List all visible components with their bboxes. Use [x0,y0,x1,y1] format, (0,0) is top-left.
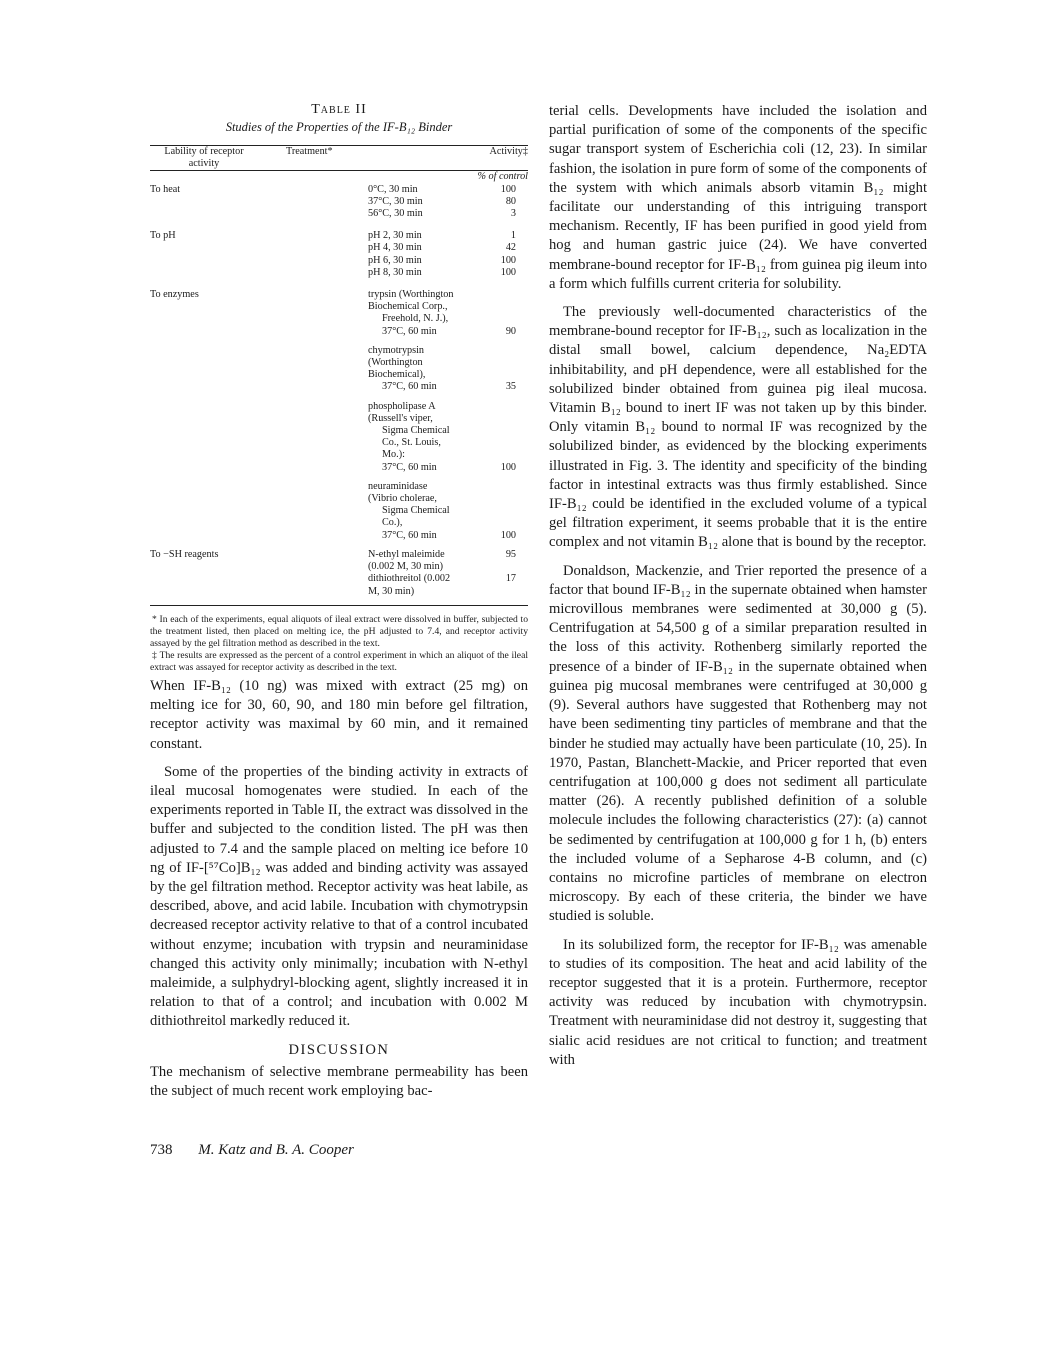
activity-cell: 3 [510,208,516,220]
activity-cell: 100 [500,529,516,541]
footnote-star: * In each of the experiments, equal aliquots of ileal extract were dissolved in buffer, subjected to the treatment listed, then placed on melting ice, the pH adjusted to 7.4, and receptor activity assayed by the gel filtration method as described in the text. [150,613,528,649]
units-label: % of control [477,171,528,183]
properties-table-body [150,171,528,604]
paragraph: Donaldson, Mackenzie, and Trier reported the presence of a factor that bound IF-B₁₂ in the supernate obtained when hamster microvillous membranes were sedimented at 30,000 g (5). Centrifugation at 54,500 g of a similar preparation resulted in the loss of this activity. Rothenberg similarly reported the presence of a binder of IF-B₁₂ in the supernate obtained when guinea pig mucosal membranes were centrifuged at 30,000 g (9). Several authors have suggested that Rothenberg may not have been sedimenting tiny particles of membrane and that the binder he studied may actually have been particulate (10, 25). In 1970, Pastan, Blanchett-Mackie, and Pricer reported that even centrifugation at 100,000 g does not sediment all particulate matter (26). A recently published definition of a soluble molecule includes the following characteristics (27): (a) cannot be sedimented by centrifugation at 100,000 g for 1 h, (b) enters the included volume of a Sepharose 4-B column, and (c) contains no microfine particles of membrane on electron microscopy. By each of these criteria, the binder we have studied is soluble. [549,562,927,925]
treatment-cell: neuraminidase (Vibrio cholerae, [368,480,437,505]
left-body-text [150,677,528,1101]
running-authors: M. Katz and B. A. Cooper [198,1142,354,1158]
table-row [150,505,528,529]
table-row [150,289,528,313]
table-row [150,196,528,208]
treatment-cell: 37°C, 60 min [382,381,437,393]
activity-cell: 100 [500,266,516,278]
table-row [150,549,528,573]
table-row [150,462,528,474]
table-header-row [150,146,528,170]
table-row [150,267,528,279]
properties-table [150,146,528,170]
table-row [150,381,528,393]
table-row [150,481,528,505]
treatment-cell: 56°C, 30 min [368,208,423,220]
group-label-enzymes: To enzymes [150,289,199,301]
activity-cell: 100 [500,183,516,195]
paragraph: When IF-B₁₂ (10 ng) was mixed with extract (25 mg) on melting ice for 30, 60, 90, and 180 min before gel filtration, receptor activity was maximal by 60 min, and it remained constant. [150,678,528,752]
header-treatment: Treatment* [286,146,333,158]
table-row [150,425,528,462]
page-number: 738 [150,1142,173,1158]
treatment-cell: 37°C, 60 min [382,461,437,473]
treatment-cell: pH 2, 30 min [368,230,422,242]
units-row [150,171,528,183]
page-footer [150,1142,354,1159]
left-column [150,102,528,674]
header-activity: Activity‡ [489,146,528,158]
section-heading: DISCUSSION [288,1041,390,1058]
activity-cell: 100 [500,461,516,473]
table-row [150,208,528,220]
table-row [150,230,528,242]
paragraph: Some of the properties of the binding activity in extracts of ileal mucosal homogenates were studied. In each of the experiments reported in Table II, the extract was dissolved in the buffer and subjected to the condition listed. The pH was then adjusted to 7.4 and the sample placed on melting ice before 10 ng of IF-[⁵⁷Co]B₁₂ was added and binding activity was assayed by the gel filtration method. Receptor activity was heat labile, as described, above, and acid labile. Incubation with chymotrypsin decreased receptor activity relative to that of a control incubated without enzyme; incubation with trypsin and neuraminidase changed this activity only minimally; incubation with N-ethyl maleimide, a sulphydryl-blocking agent, slightly increased it in relation to that of a control; and incubation with 0.002 M dithiothreitol markedly reduced it. [150,763,528,1030]
table-row [150,242,528,254]
table-row [150,184,528,196]
right-column [549,102,927,1070]
activity-cell: 35 [505,381,516,393]
treatment-cell: pH 6, 30 min [368,254,422,266]
treatment-cell: phospholipase A (Russell's viper, [368,400,436,424]
treatment-cell: chymotrypsin (Worthington Biochemical), [368,344,426,381]
treatment-cell: 37°C, 60 min [382,325,437,337]
paragraph: The mechanism of selective membrane permeability has been the subject of much recent work employing bac- [150,1063,528,1099]
table-row [150,255,528,267]
activity-cell: 1 [510,230,516,242]
treatment-cell: pH 4, 30 min [368,242,422,254]
table-row [150,326,528,338]
activity-cell: 42 [505,242,516,254]
activity-cell: 80 [505,195,516,207]
table-row [150,345,528,382]
paragraph: The previously well-documented characteristics of the membrane-bound receptor for IF-B₁₂, such as localization in the distal small bowel, calcium dependence, Na₂EDTA inhibitability, and pH dependence, were all established for the solubilized binder obtained from guinea pig ileal mucosa. Vitamin B₁₂ bound to inert IF was not taken up by this binder. Only vitamin B₁₂ bound to normal IF was recognized by the solubilized binder, as evidenced by the blocking experiments illustrated in Fig. 3. The identity and specificity of the binding factor in intestinal extracts was thus firmly established. Since IF-B₁₂ could be identified in the excluded volume of a typical gel filtration experiment, it seems probable that it is the entire complex and not vitamin B₁₂ alone that is bound by the receptor. [549,304,927,551]
table-subtitle: Studies of the Properties of the IF-B₁₂ Binder [225,120,453,134]
table-row [150,313,528,325]
treatment-cell: Sigma Chemical Co., St. Louis, Mo.): [382,425,450,461]
treatment-cell: Sigma Chemical Co.), [382,505,450,529]
table-row [150,401,528,425]
group-label-sh: To −SH reagents [150,548,219,560]
activity-cell: 100 [500,254,516,266]
header-lability: Lability of receptor activity [164,146,244,170]
activity-cell: 90 [505,325,516,337]
treatment-cell: 37°C, 30 min [368,195,423,207]
treatment-cell: pH 8, 30 min [368,266,422,278]
treatment-cell: Freehold, N. J.), [382,313,449,325]
table-bottom-rule [150,605,528,606]
table-row [150,573,528,597]
paragraph: In its solubilized form, the receptor for IF-B₁₂ was amenable to studies of its composition. The heat and acid lability of the receptor suggested that it is a protein. Furthermore, receptor activity was reduced by incubation with chymotrypsin. Treatment with neuraminidase did not destroy it, suggesting that sialic acid residues are not critical to function; and treatment with [549,936,927,1068]
treatment-cell: 37°C, 60 min [382,529,437,541]
group-label-heat: To heat [150,183,181,195]
group-label-ph: To pH [150,230,176,242]
treatment-cell: 0°C, 30 min [368,183,418,195]
table-title: Table II [311,102,367,117]
activity-cell: 95 [505,548,516,560]
footnote-dagger: ‡ The results are expressed as the percent of a control experiment in which an aliquot of the ileal extract was assayed for receptor activity as described in the text. [150,649,528,673]
treatment-cell: dithiothreitol (0.002 M, 30 min) [368,573,451,597]
treatment-cell: trypsin (Worthington Biochemical Corp., [368,289,454,313]
table-row [150,530,528,542]
treatment-cell: N-ethyl maleimide (0.002 M, 30 min) [368,548,445,573]
activity-cell: 17 [505,573,516,585]
paragraph: terial cells. Developments have included the isolation and partial purification of some of the components of the specific sugar transport system of Escherichia coli (12, 23). In similar fashion, the isolation in pure form of some of the components of the system with which animals absorb vitamin B₁₂ might facilitate our understanding of this intriguing transport mechanism. Recently, IF has been purified in good yield from hog and human gastric juice (24). We have converted membrane-bound receptor for IF-B₁₂ from guinea pig ileum into a form which fulfills current criteria for solubility. [549,103,927,292]
table-footnotes [150,614,528,674]
